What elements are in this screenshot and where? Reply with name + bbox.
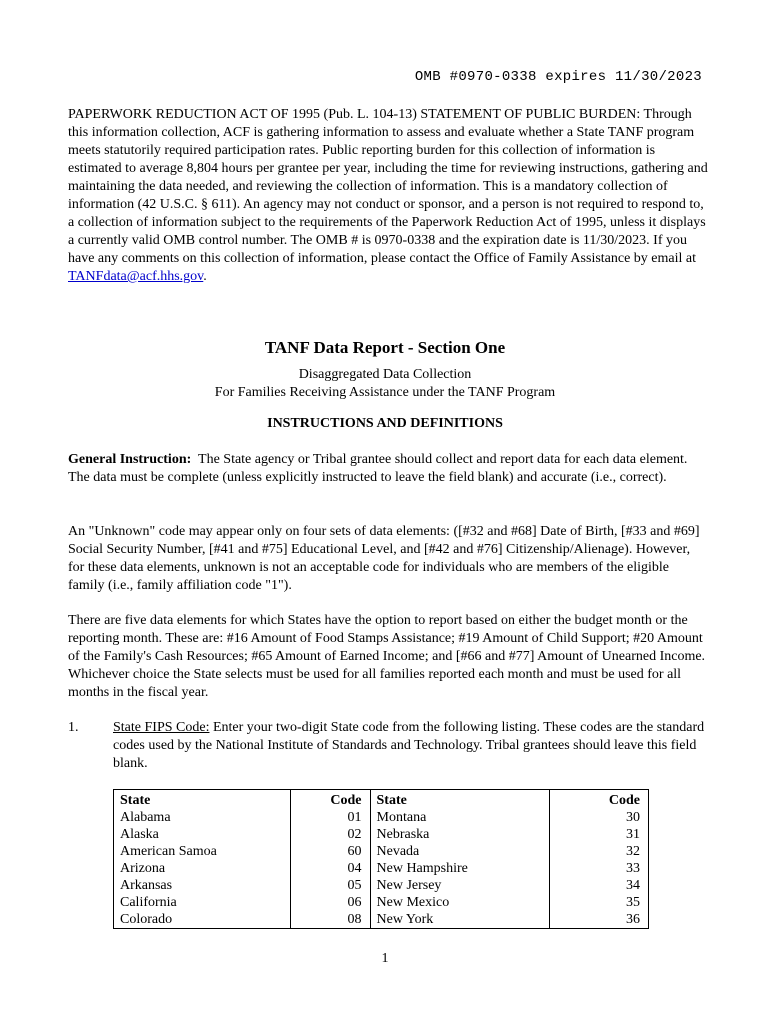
state-code-cell: 34	[550, 877, 649, 894]
paperwork-reduction-statement	[68, 106, 708, 286]
document-title: TANF Data Report - Section One	[264, 338, 506, 357]
subtitle-line-2: For Families Receiving Assistance under the TANF Program	[214, 385, 556, 400]
state-name-cell: New Hampshire	[370, 860, 550, 877]
state-code-cell: 35	[550, 894, 649, 911]
state-code-cell: 01	[290, 809, 370, 826]
state-code-cell: 02	[290, 826, 370, 843]
unknown-code-paragraph: An "Unknown" code may appear only on four sets of data elements: ([#32 and #68] Date of Birth, [#33 and #69] Social Security Number, [#41 and #75] Educational Level, and [#42 and #76] Citizenship/Alienage). However, for these data elements, unknown is not an acceptable code for individuals who are members of the eligible family (i.e., family affiliation code "1").	[68, 524, 700, 593]
table-row	[114, 911, 649, 929]
general-instruction	[68, 451, 708, 487]
document-subtitle	[0, 366, 770, 402]
budget-month-paragraph: There are five data elements for which States have the option to report based on either the budget month or the reporting month. These are: #16 Amount of Food Stamps Assistance; #19 Amount of Child Support; #20 Amount of the Family's Cash Resources; #65 Amount of Earned Income; and [#66 and #77] Amount of Unearned Income. Whichever choice the State selects must be used for all families reported each month and must be used for all months in the fiscal year.	[68, 613, 706, 700]
item-label: State FIPS Code:	[113, 720, 210, 735]
column-header: State	[114, 790, 291, 810]
title-block	[0, 338, 770, 402]
general-instruction-text: The State agency or Tribal grantee should collect and report data for each data element. The data must be complete (unless explicitly instructed to leave the field blank) and accurate (i.e., correct).	[68, 452, 695, 485]
pra-text: PAPERWORK REDUCTION ACT OF 1995 (Pub. L. 104-13) STATEMENT OF PUBLIC BURDEN: Through this information collection, ACF is gathering information to assess and evaluate whether a State TANF program meets statutorily required participation rates. Public reporting burden for this collection of information is estimated to average 8,804 hours per grantee per year, including the time for reviewing instructions, gathering and maintaining the data needed, and reviewing the collection of information. This is a mandatory collection of information (42 U.S.C. § 611). An agency may not conduct or sponsor, and a person is not required to respond to, a collection of information subject to the requirements of the Paperwork Reduction Act of 1995, unless it displays a currently valid OMB control number. The OMB # is 0970-0338 and the expiration date is 11/30/2023. If you have any comments on this collection of information, please contact the Office of Family Assistance by email at	[68, 107, 708, 266]
state-name-cell: Nebraska	[370, 826, 550, 843]
state-name-cell: New York	[370, 911, 550, 929]
table-header-row	[114, 790, 649, 810]
state-code-cell: 31	[550, 826, 649, 843]
state-name-cell: Montana	[370, 809, 550, 826]
column-header: State	[370, 790, 550, 810]
state-name-cell: Alabama	[114, 809, 291, 826]
tanf-email-link[interactable]: TANFdata@acf.hhs.gov	[68, 269, 204, 284]
state-name-cell: California	[114, 894, 291, 911]
general-instruction-label: General Instruction:	[68, 452, 192, 467]
subtitle-line-1: Disaggregated Data Collection	[298, 367, 472, 382]
page-number: 1	[381, 951, 389, 966]
state-code-cell: 32	[550, 843, 649, 860]
state-name-cell: Nevada	[370, 843, 550, 860]
state-code-cell: 08	[290, 911, 370, 929]
state-fips-code-table	[113, 789, 649, 929]
table-row	[114, 894, 649, 911]
state-code-cell: 04	[290, 860, 370, 877]
state-name-cell: Alaska	[114, 826, 291, 843]
state-code-cell: 33	[550, 860, 649, 877]
column-header: Code	[290, 790, 370, 810]
item-number: 1.	[68, 720, 79, 735]
item-state-fips-code	[68, 719, 708, 773]
table-row	[114, 860, 649, 877]
pra-trailing: .	[203, 269, 207, 284]
state-code-cell: 60	[290, 843, 370, 860]
column-header: Code	[550, 790, 649, 810]
table-row	[114, 826, 649, 843]
state-code-cell: 06	[290, 894, 370, 911]
state-name-cell: New Jersey	[370, 877, 550, 894]
state-name-cell: Arkansas	[114, 877, 291, 894]
state-code-cell: 36	[550, 911, 649, 929]
state-name-cell: American Samoa	[114, 843, 291, 860]
table-row	[114, 877, 649, 894]
item-text: Enter your two-digit State code from the following listing. These codes are the standard codes used by the National Institute of Standards and Technology. Tribal grantees should leave this field blank.	[113, 720, 705, 771]
state-name-cell: Colorado	[114, 911, 291, 929]
state-name-cell: New Mexico	[370, 894, 550, 911]
item-body	[113, 719, 708, 773]
state-name-cell: Arizona	[114, 860, 291, 877]
state-code-cell: 05	[290, 877, 370, 894]
state-code-cell: 30	[550, 809, 649, 826]
omb-control-number: OMB #0970-0338 expires 11/30/2023	[414, 69, 702, 85]
table-row	[114, 809, 649, 826]
section-heading: INSTRUCTIONS AND DEFINITIONS	[267, 416, 503, 431]
pra-paragraph	[68, 106, 708, 286]
table-row	[114, 843, 649, 860]
